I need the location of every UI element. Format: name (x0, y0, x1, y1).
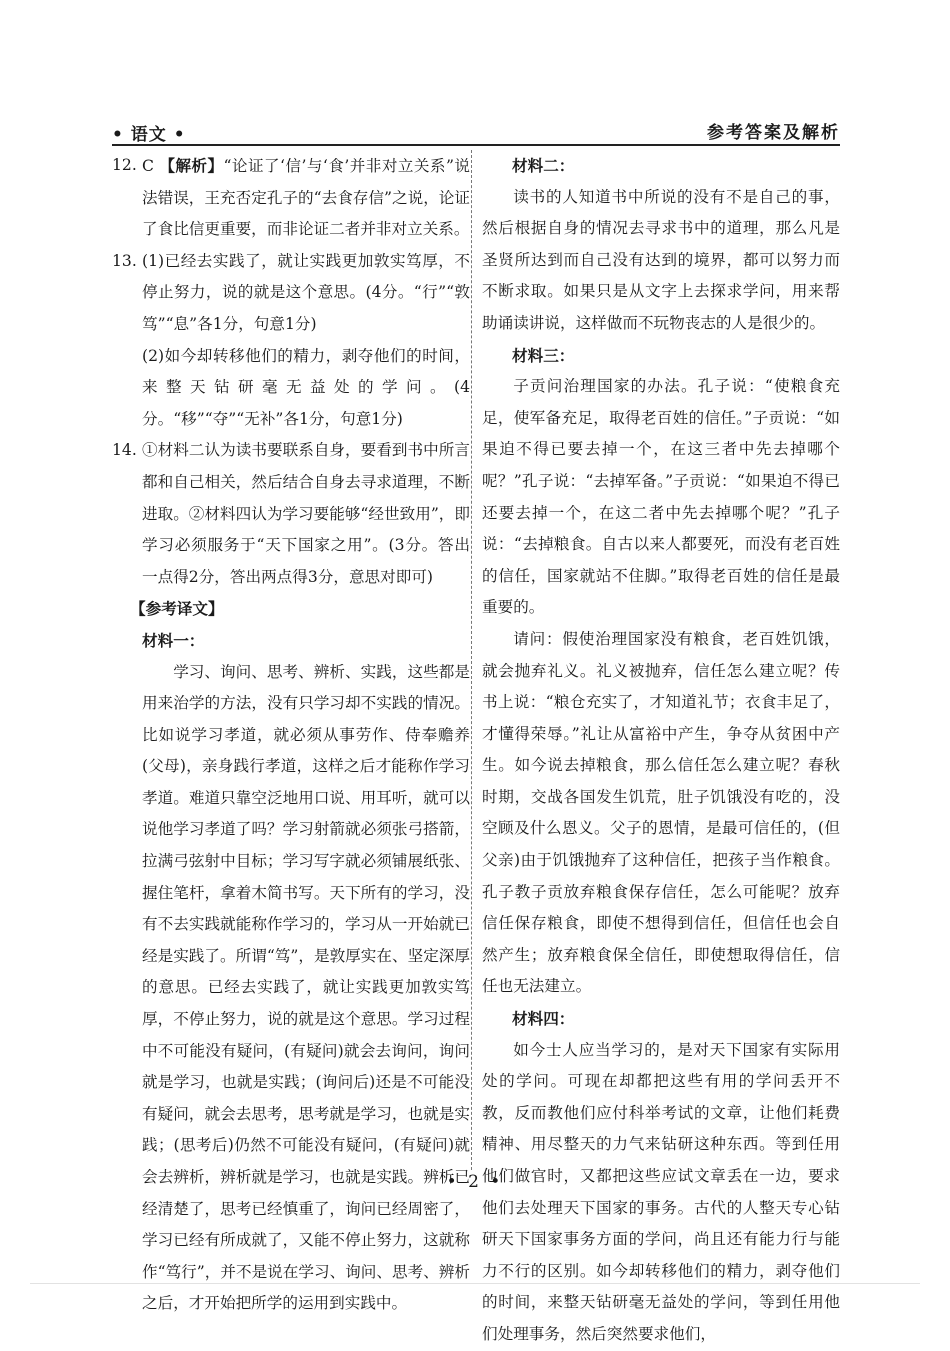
translation-title: 【参考译文】 (130, 599, 224, 619)
question-number: 14. (112, 441, 137, 460)
analysis-tag: 【解析】 (159, 156, 224, 175)
analysis-text: “论证了‘信’与‘食’并非对立关系”说法错误，王充否定孔子的“去食存信”之说，论证了食比信更重要，而非论证二者并非对立关系。 (142, 157, 470, 239)
answer-part-1: (1)已经去实践了，就让实践更加敦实笃厚，不停止努力，说的就是这个意思。(4分。“行”“敦笃”“息”各1分，句意1分) (142, 251, 470, 333)
question-number: 12. (112, 156, 137, 174)
right-column (482, 150, 840, 1351)
material-1-title: 材料一： (142, 630, 205, 650)
subject-label: • 语文 • (112, 125, 186, 145)
question-12 (112, 150, 470, 246)
question-14 (112, 435, 470, 593)
bottom-rule (30, 1283, 920, 1284)
question-13 (112, 246, 470, 436)
header-title: 参考答案及解析 (707, 123, 840, 143)
material-3-title: 材料三： (512, 345, 575, 365)
answer-letter: C (142, 157, 154, 175)
column-divider (471, 150, 472, 1170)
answer-text: ①材料二认为读书要联系自身，要看到书中所言都和自己相关，然后结合自身去寻求道理，不断进取。②材料四认为学习要能够“经世致用”，即学习必须服务于“天下国家之用”。(3分。答出一点得2分，答出两点得3分，意思对即可) (142, 441, 470, 586)
material-2-text: 读书的人知道书中所说的没有不是自己的事，然后根据自身的情况去寻求书中的道理，那么凡是圣贤所达到而自己没有达到的境界，都可以努力而不断求取。如果只是从文字上去探求学问，用来帮助诵读讲说，这样做而不玩物丧志的人是很少的。 (482, 187, 840, 332)
material-3-text-1: 子贡问治理国家的办法。孔子说：“使粮食充足，使军备充足，取得老百姓的信任。”子贡说：“如果迫不得已要去掉一个，在这三者中先去掉哪个呢？”孔子说：“去掉军备。”子贡说：“如果迫不得已还要去掉一个，在这二者中先去掉哪个呢？”孔子说：“去掉粮食。自古以来人都要死，而没有老百姓的信任，国家就站不住脚。”取得老百姓的信任是最重要的。 (482, 377, 840, 617)
material-1-text: 学习、询问、思考、辨析、实践，这些都是用来治学的方法，没有只学习却不实践的情况。比如说学习孝道，就必须从事劳作、侍奉赡养(父母)，亲身践行孝道，这样之后才能称作学习孝道。难道只靠空泛地用口说、用耳听，就可以说他学习孝道了吗？学习射箭就必须张弓搭箭，拉满弓弦射中目标；学习写字就必须铺展纸张、握住笔杆，拿着木简书写。天下所有的学习，没有不去实践就能称作学习的，学习从一开始就已经是实践了。所谓“笃”，是敦厚实在、坚定深厚的意思。已经去实践了，就让实践更加敦实笃厚，不停止努力，说的就是这个意思。学习过程中不可能没有疑问，(有疑问)就会去询问，询问就是学习，也就是实践；(询问后)还是不可能没有疑问，就会去思考，思考就是学习，也就是实践；(思考后)仍然不可能没有疑问，(有疑问)就会去辨析，辨析就是学习，也就是实践。辨析已经清楚了，思考已经慎重了，询问已经周密了，学习已经有所成就了，又能不停止努力，这就称作“笃行”，并不是说在学习、询问、思考、辨析之后，才开始把所学的运用到实践中。 (142, 662, 470, 1313)
question-number: 13. (112, 251, 137, 270)
page-header (112, 118, 840, 146)
material-2-title: 材料二： (512, 156, 575, 175)
left-column (112, 150, 470, 1320)
page-number: • 2 • (446, 1172, 504, 1192)
material-4-title: 材料四： (512, 1009, 575, 1029)
material-3-text-2: 请问：假使治理国家没有粮食，老百姓饥饿，就会抛弃礼义。礼义被抛弃，信任怎么建立呢？传书上说：“粮仓充实了，才知道礼节；衣食丰足了，才懂得荣辱。”礼让从富裕中产生，争夺从贫困中产生。如今说去掉粮食，那么信任怎么建立呢？春秋时期，交战各国发生饥荒，肚子饥饿没有吃的，没空顾及什么恩义。父子的恩情，是最可信任的，(但父亲)由于饥饿抛弃了这种信任，把孩子当作粮食。孔子教子贡放弃粮食保存信任，怎么可能呢？放弃信任保存粮食，即使不想得到信任，但信任也会自然产生；放弃粮食保全信任，即使想取得信任，信任也无法建立。 (482, 629, 840, 996)
answer-part-2: (2)如今却转移他们的精力，剥夺他们的时间，来整天钻研毫无益处的学问。(4分。“移”“夺”“无补”各1分，句意1分) (142, 346, 470, 428)
material-4-text: 如今士人应当学习的，是对天下国家有实际用处的学问。可现在却都把这些有用的学问丢开不教，反而教他们应付科举考试的文章，让他们耗费精神、用尽整天的力气来钻研这种东西。等到任用他们做官时，又都把这些应试文章丢在一边，要求他们去处理天下国家的事务。古代的人整天专心钻研天下国家事务方面的学问，尚且还有能力行与能力不行的区别。如今却转移他们的精力，剥夺他们的时间，来整天钻研毫无益处的学问，等到任用他们处理事务，然后突然要求他们， (482, 1040, 840, 1343)
